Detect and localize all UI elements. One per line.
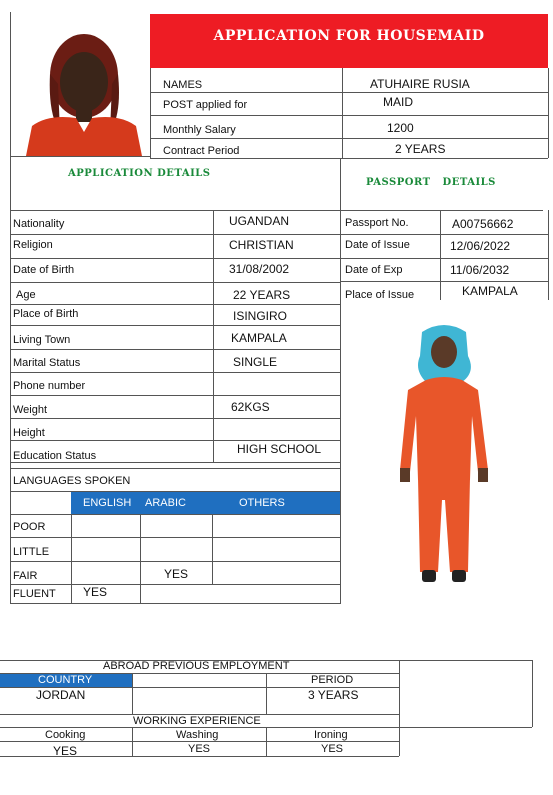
names-label: NAMES [163, 79, 203, 91]
place-of-birth-value: ISINGIRO [233, 309, 288, 323]
period-value: 3 YEARS [308, 688, 359, 702]
age-value: 22 YEARS [233, 288, 291, 302]
education-label: Education Status [13, 450, 97, 462]
others-column-header: OTHERS [239, 497, 285, 509]
full-body-photo [392, 320, 496, 590]
dob-value: 31/08/2002 [229, 262, 290, 276]
country-value: JORDAN [36, 688, 86, 702]
nationality-label: Nationality [13, 218, 65, 230]
washing-label: Washing [176, 729, 219, 741]
post-label: POST applied for [163, 99, 248, 111]
place-of-birth-label: Place of Birth [13, 308, 79, 320]
religion-value: CHRISTIAN [229, 238, 294, 252]
contract-value: 2 YEARS [395, 142, 446, 156]
salary-label: Monthly Salary [163, 124, 236, 136]
passport-no-value: A00756662 [452, 217, 514, 231]
expiry-date-value: 11/06/2032 [450, 263, 510, 277]
issue-date-value: 12/06/2022 [450, 239, 511, 253]
dob-label: Date of Birth [13, 264, 75, 276]
education-value: HIGH SCHOOL [237, 442, 322, 456]
cooking-value: YES [53, 744, 78, 758]
issue-date-label: Date of Issue [345, 239, 410, 251]
ironing-value: YES [321, 743, 344, 755]
experience-title: WORKING EXPERIENCE [133, 715, 261, 727]
place-of-issue-value: KAMPALA [462, 284, 518, 298]
fair-arabic-value: YES [164, 567, 189, 581]
level-fluent: FLUENT [13, 588, 56, 600]
passport-no-label: Passport No. [345, 217, 409, 229]
age-label: Age [16, 289, 36, 301]
contract-label: Contract Period [163, 145, 240, 157]
portrait-photo [18, 14, 150, 156]
arabic-column-header: ARABIC [145, 497, 186, 509]
passport-details-title: PASSPORT DETAILS [366, 177, 496, 188]
place-of-issue-label: Place of Issue [345, 289, 415, 301]
level-poor: POOR [13, 521, 46, 533]
religion-label: Religion [13, 239, 53, 251]
height-label: Height [13, 427, 45, 439]
nationality-value: UGANDAN [229, 214, 290, 228]
languages-title: LANGUAGES SPOKEN [13, 475, 131, 487]
employment-title: ABROAD PREVIOUS EMPLOYMENT [103, 660, 290, 672]
post-value: MAID [383, 95, 413, 109]
living-town-label: Living Town [13, 334, 71, 346]
marital-status-value: SINGLE [233, 355, 278, 369]
english-column-header: ENGLISH [83, 497, 132, 509]
country-header: COUNTRY [38, 674, 93, 686]
marital-status-label: Marital Status [13, 357, 81, 369]
names-value: ATUHAIRE RUSIA [370, 77, 470, 91]
expiry-date-label: Date of Exp [345, 264, 403, 276]
ironing-label: Ironing [314, 729, 348, 741]
phone-label: Phone number [13, 380, 86, 392]
cooking-label: Cooking [45, 729, 86, 741]
page-title: APPLICATION FOR HOUSEMAID [213, 28, 485, 44]
application-details-title: APPLICATION DETAILS [68, 168, 211, 179]
weight-label: Weight [13, 404, 48, 416]
level-fair: FAIR [13, 570, 38, 582]
fluent-english-value: YES [83, 585, 108, 599]
period-header: PERIOD [311, 674, 354, 686]
salary-value: 1200 [387, 121, 414, 135]
living-town-value: KAMPALA [231, 331, 287, 345]
weight-value: 62KGS [231, 400, 270, 414]
level-little: LITTLE [13, 546, 50, 558]
washing-value: YES [188, 743, 211, 755]
